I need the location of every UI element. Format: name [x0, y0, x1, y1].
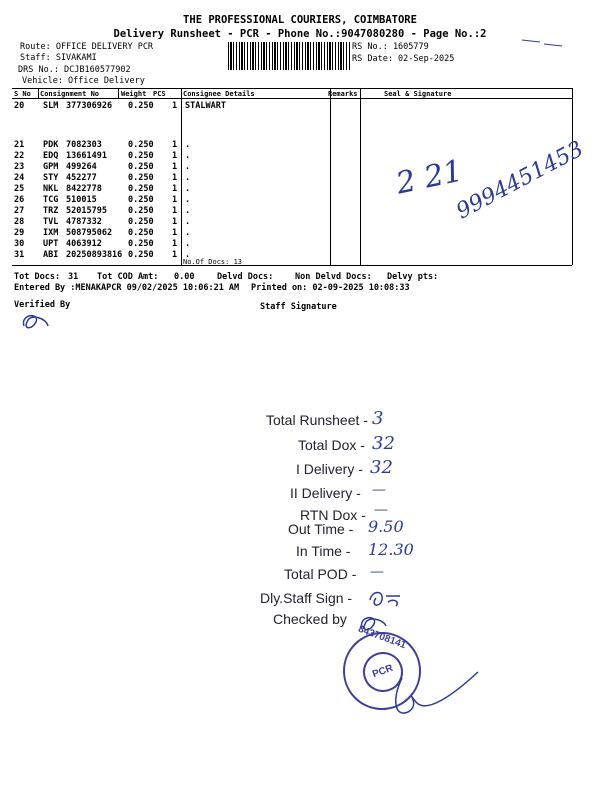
table-row: 24 STY 452277 0.250 1 . — [14, 173, 191, 183]
delvy-pts-label: Delvy pts: — [387, 272, 439, 282]
col-consignee-details: Consignee Details — [183, 90, 255, 98]
col-consignment-no: Consignment No — [40, 90, 100, 98]
table-row: 25 NKL 8422778 0.250 1 . — [14, 184, 191, 194]
summary-i-delivery-label: I Delivery - — [296, 461, 363, 477]
drs-label: DRS No.: DCJB160577902 — [18, 65, 131, 75]
entered-by: Entered By :MENAKAPCR 09/02/2025 10:06:21 AM — [14, 283, 240, 293]
table-row: 30 UPT 4063912 0.250 1 . — [14, 239, 191, 249]
verified-by-label: Verified By — [14, 300, 71, 310]
barcode — [228, 42, 350, 70]
col-pcs: PCS — [153, 90, 166, 98]
dly-staff-signature — [366, 588, 406, 610]
col-sno: S No — [14, 90, 31, 98]
table-row: 20 SLM 377306926 0.250 1 STALWART — [14, 101, 226, 111]
vehicle-label: Vehicle: Office Delivery — [22, 76, 145, 86]
summary-i-delivery-value: 32 — [370, 457, 393, 478]
summary-ii-delivery-label: II Delivery - — [290, 485, 361, 501]
summary-out-time-value: 9.50 — [368, 517, 404, 536]
summary-total-runsheet-value: 3 — [372, 408, 384, 429]
summary-total-dox-value: 32 — [372, 433, 395, 454]
seal-handwriting: 2 21 — [393, 153, 466, 202]
summary-out-time-label: Out Time - — [288, 521, 354, 537]
printed-on: Printed on: 02-09-2025 10:08:33 — [251, 283, 410, 293]
tot-docs-label: Tot Docs: — [14, 272, 61, 282]
seal-phone-handwriting: 9994451453 — [452, 136, 588, 225]
table-row: 31 ABI 20250893816 0.250 1 . — [14, 250, 191, 260]
stamp-signature-stroke — [382, 668, 482, 730]
table-row: 27 TRZ 52015795 0.250 1 . — [14, 206, 191, 216]
rs-number: RS No.: 1605779 — [352, 42, 429, 52]
verified-signature — [18, 308, 54, 336]
stamp-ring-text: 843708141 — [356, 623, 408, 652]
delvd-docs-label: Delvd Docs: — [217, 272, 274, 282]
table-row: 28 TVL 4787332 0.250 1 . — [14, 217, 191, 227]
tot-cod-value: 0.00 — [174, 272, 195, 282]
staff-signature-label: Staff Signature — [260, 302, 337, 312]
col-remarks: Remarks — [328, 90, 358, 98]
summary-rtn-dox-label: RTN Dox - — [300, 507, 366, 523]
summary-in-time-value: 12.30 — [368, 540, 414, 559]
summary-dly-staff-sign-label: Dly.Staff Sign - — [260, 590, 353, 606]
table-row: 23 GPM 499264 0.250 1 . — [14, 162, 191, 172]
document-title: THE PROFESSIONAL COURIERS, COIMBATORE — [183, 14, 417, 26]
table-row: 29 IXM 508795062 0.250 1 . — [14, 228, 191, 238]
table-row: 22 EDQ 13661491 0.250 1 . — [14, 151, 191, 161]
summary-rtn-dox-value: — — [374, 502, 388, 518]
rs-date: RS Date: 02-Sep-2025 — [352, 54, 455, 64]
route-label: Route: OFFICE DELIVERY PCR — [20, 42, 154, 52]
summary-total-dox-label: Total Dox - — [298, 437, 365, 453]
summary-checked-by-label: Checked by — [273, 611, 347, 627]
summary-total-runsheet-label: Total Runsheet - — [266, 412, 368, 428]
corner-mark — [520, 36, 564, 52]
col-seal-signature: Seal & Signature — [384, 90, 452, 98]
runsheet-subtitle: Delivery Runsheet - PCR - Phone No.:9047080280 - Page No.:2 — [113, 28, 487, 40]
tot-cod-label: Tot COD Amt: — [97, 272, 159, 282]
summary-in-time-label: In Time - — [296, 543, 351, 559]
summary-ii-delivery-value: — — [372, 482, 386, 498]
summary-total-pod-value: — — [370, 564, 384, 580]
staff-label: Staff: SIVAKAMI — [20, 53, 97, 63]
col-weight: Weight — [121, 90, 147, 98]
non-delvd-docs-label: Non Delvd Docs: — [295, 272, 372, 282]
no-of-docs: No.Of Docs: 13 — [183, 258, 243, 266]
tot-docs-value: 31 — [68, 272, 79, 282]
table-row: 26 TCG 510015 0.250 1 . — [14, 195, 191, 205]
table-row: 21 PDK 7082303 0.250 1 . — [14, 140, 191, 150]
summary-total-pod-label: Total POD - — [284, 566, 357, 582]
stamp-center-text: PCR — [357, 646, 408, 697]
